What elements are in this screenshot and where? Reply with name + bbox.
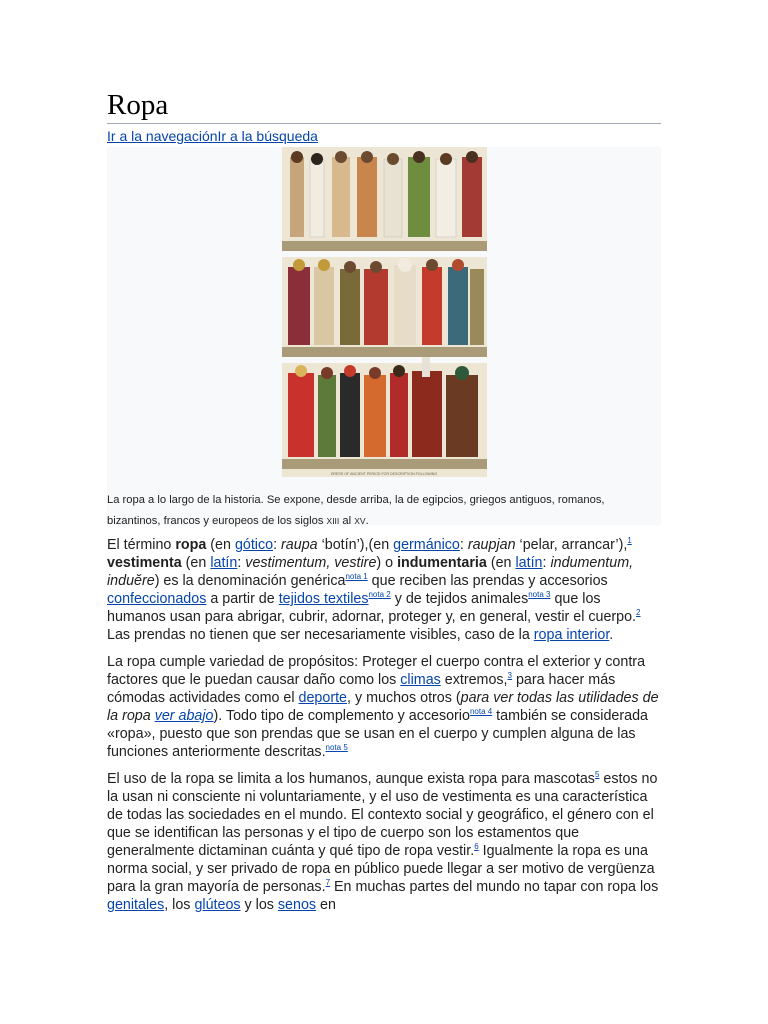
text: en xyxy=(316,897,336,913)
italic-raupa: raupa xyxy=(281,537,318,553)
italic-raupjan: raupjan xyxy=(467,537,516,553)
ref-2[interactable] xyxy=(636,608,640,617)
text: ‘botín’),(en xyxy=(317,537,394,553)
article-body xyxy=(107,536,661,914)
link-senos[interactable]: senos xyxy=(277,897,317,913)
text: (en xyxy=(486,555,516,571)
link-germanico[interactable]: germánico xyxy=(393,537,460,553)
article xyxy=(107,88,661,923)
paragraph-1 xyxy=(107,536,661,644)
link-latin-2[interactable]: latín xyxy=(515,555,543,571)
link-ropa-interior[interactable]: ropa interior xyxy=(533,627,610,643)
text: también se considerada «ropa», puesto que son prendas que se usan en el cuerpo y cumplen alguna de las funciones anteriormente descritas. xyxy=(107,708,648,760)
text: : xyxy=(273,537,282,553)
text: a partir de xyxy=(206,591,279,607)
text: : xyxy=(542,555,551,571)
text: que los humanos usan para abrigar, cubrir, adornar, proteger y, en general, vestir el cuerpo. xyxy=(107,591,637,625)
term-ropa: ropa xyxy=(175,537,207,553)
link-gotico[interactable]: gótico xyxy=(234,537,274,553)
link-genitales[interactable]: genitales xyxy=(107,897,165,913)
plate-1-figures xyxy=(290,151,482,237)
italic-vestimentum: vestimentum, vestire xyxy=(245,555,377,571)
text: Igualmente la ropa es una norma social, y ser privado de ropa en público puede llegar a ser motivo de vergüenza para la gran mayoría de personas. xyxy=(107,843,655,895)
paragraph-3 xyxy=(107,770,661,914)
text: estos no la usan ni consciente ni voluntariamente, y el uso de vestimenta es una característica de todas las sociedades en el mundo. El contexto social y geográfico, el género con el que se identifican las personas y el tipo de cuerpo son los estamentos que generalmente dictaminan cuánta y qué tipo de ropa vestir. xyxy=(107,771,658,859)
text: ). Todo tipo de complemento y accesorio xyxy=(213,708,470,724)
caption-end: . xyxy=(365,515,369,527)
text: (en xyxy=(181,555,211,571)
note-1-link[interactable]: nota 1 xyxy=(345,572,368,582)
note-1[interactable] xyxy=(345,572,367,581)
text: ‘pelar, arrancar’), xyxy=(515,537,628,553)
caption-text: La ropa a lo largo de la historia. Se expone, desde arriba, la de egipcios, griegos antiguos, romanos, bizantinos, francos y europeos de los siglos xyxy=(107,494,605,527)
page-title: Ropa xyxy=(107,88,661,124)
note-4-link[interactable]: nota 4 xyxy=(469,707,493,717)
plate-2-figures xyxy=(288,258,484,345)
text: y los xyxy=(240,897,278,913)
ref-3-link[interactable]: 3 xyxy=(507,671,512,681)
link-tejidos-textiles[interactable]: tejidos textiles xyxy=(278,591,369,607)
text: que reciben las prendas y accesorios xyxy=(367,573,608,589)
text: La ropa cumple variedad de propósitos: Proteger el cuerpo contra el exterior y contra factores que le puedan causar daño como los xyxy=(107,654,646,688)
figure-caption xyxy=(107,490,661,532)
text: Las prendas no tienen que ser necesariamente visibles, caso de la xyxy=(107,627,534,643)
note-4[interactable] xyxy=(470,707,492,716)
text: , los xyxy=(164,897,195,913)
text: , y muchos otros ( xyxy=(347,690,461,706)
note-5[interactable] xyxy=(326,743,348,752)
text: para hacer más cómodas actividades como el xyxy=(107,672,616,706)
link-latin[interactable]: latín xyxy=(210,555,238,571)
note-3-link[interactable]: nota 3 xyxy=(528,590,551,600)
history-figure xyxy=(107,147,661,525)
text: para ver todas las utilidades de la ropa xyxy=(107,690,659,724)
caption-mid: al xyxy=(339,515,355,527)
ref-6-link[interactable]: 6 xyxy=(474,842,479,852)
text: En muchas partes del mundo no tapar con ropa los xyxy=(330,879,659,895)
text: El término xyxy=(107,537,176,553)
link-ver-abajo[interactable]: ver abajo xyxy=(154,708,214,724)
link-climas[interactable]: climas xyxy=(400,672,441,688)
ref-1-link[interactable]: 1 xyxy=(627,536,632,546)
note-2-link[interactable]: nota 2 xyxy=(368,590,391,600)
text: ) o xyxy=(376,555,398,571)
note-3[interactable] xyxy=(528,590,550,599)
italic-indumentum: indumentum, induĕre xyxy=(107,555,634,589)
link-deporte[interactable]: deporte xyxy=(298,690,348,706)
text: : xyxy=(459,537,468,553)
historical-costume-plates-image[interactable] xyxy=(282,147,487,477)
jump-to-search-link[interactable]: Ir a la búsqueda xyxy=(217,128,318,144)
term-indumentaria: indumentaria xyxy=(397,555,487,571)
ref-2-link[interactable]: 2 xyxy=(636,608,641,618)
text: ) es la denominación genérica xyxy=(154,573,346,589)
text: extremos, xyxy=(440,672,508,688)
text: y de tejidos animales xyxy=(390,591,529,607)
jump-to-navigation-link[interactable]: Ir a la navegación xyxy=(107,128,218,144)
text: El uso de la ropa se limita a los humanos, aunque exista ropa para mascotas xyxy=(107,771,595,787)
plate-credit: DRESS OF ANCIENT PERIOD FOR DESCRIPTION FOLLOWING xyxy=(330,472,438,476)
link-gluteos[interactable]: glúteos xyxy=(194,897,241,913)
ref-5-link[interactable]: 5 xyxy=(594,770,600,780)
paragraph-2 xyxy=(107,653,661,761)
link-confeccionados[interactable]: confeccionados xyxy=(107,591,207,607)
text: . xyxy=(609,627,614,643)
note-2[interactable] xyxy=(368,590,390,599)
term-vestimenta: vestimenta xyxy=(107,555,182,571)
ref-7-link[interactable]: 7 xyxy=(325,878,331,888)
note-5-link[interactable]: nota 5 xyxy=(325,743,348,753)
century-start: XIII xyxy=(326,516,340,526)
century-end: XV xyxy=(354,516,366,526)
jump-links xyxy=(107,127,661,145)
ref-1[interactable] xyxy=(627,536,631,545)
text: : xyxy=(237,555,246,571)
text: (en xyxy=(206,537,235,553)
